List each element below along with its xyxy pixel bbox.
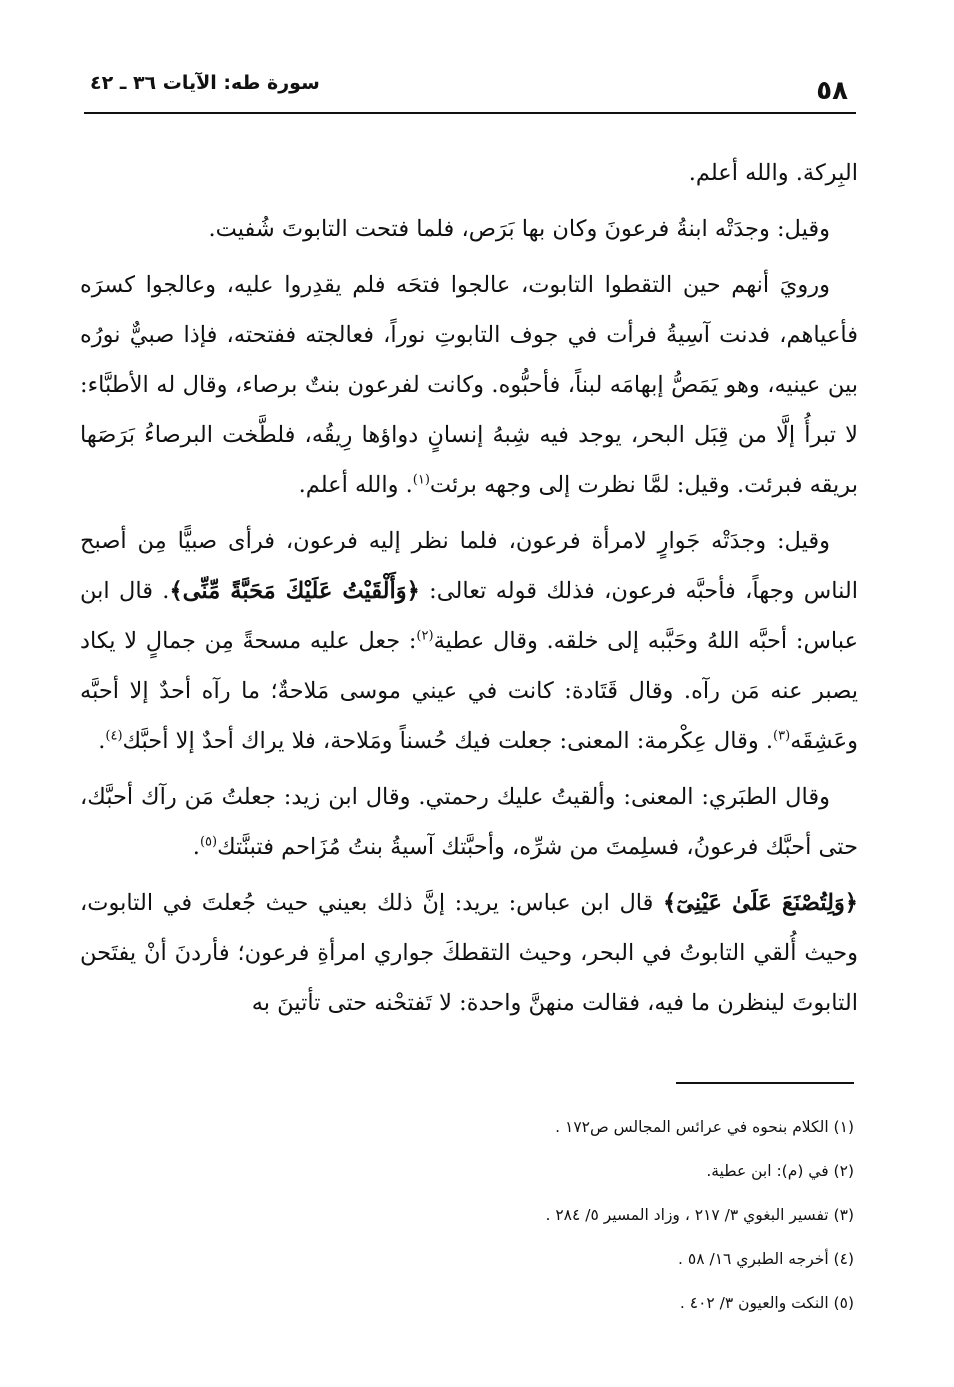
footnote-divider (676, 1082, 854, 1084)
footnote-ref-5[interactable]: (٥) (199, 834, 218, 850)
page-header (84, 64, 856, 110)
paragraph-3-text: ورويَ أنهم حين التقطوا التابوت، عالجوا فتحَه فلم يقدِروا عليه، وعالجوا كسرَه فأعياهم، فدنت آسِيةُ فرأت في جوف التابوتِ نوراً، فعالجته ففتحته، فإذا صبيٌّ نورُه بين عينيه، وهو يَمَصُّ إبهامَه لبناً، فأحبُّوه. وكانت لفرعون بنتٌ برصاء، وقال له الأطبَّاء: لا تبرأُ إلَّا من قِبَل البحر، يوجد فيه شِبهُ إنسانٍ دواؤها رِيقُه، فلطَّخت البرصاءُ بَرَصَها بريقه فبرئت. وقيل: لمَّا نظرت إلى وجهه برئت (80, 272, 858, 498)
footnote-ref-4[interactable]: (٤) (105, 728, 123, 744)
paragraph-5 (80, 772, 858, 872)
paragraph-3 (80, 260, 858, 510)
running-title: سورة طه: الآيات ٣٦ ـ ٤٢ (90, 72, 320, 94)
footnote-3: (٣) تفسير البغوي ٣/ ٢١٧ ، وزاد المسير ٥/ ٢٨٤ . (545, 1206, 854, 1224)
quran-verse-2: ﴿وَلِتُصْنَعَ عَلَىٰ عَيْنِىٓ﴾ (662, 890, 858, 916)
footnote-ref-1[interactable]: (١) (412, 472, 430, 488)
header-divider (84, 112, 856, 114)
paragraph-4-b: . قال ابن عباس: أحبَّه اللهُ وحَبَّبه إلى خلقه. وقال عطية (80, 578, 858, 654)
footnote-ref-3[interactable]: (٣) (773, 728, 791, 744)
paragraph-4 (80, 516, 858, 766)
quran-verse-1: ﴿وَأَلْقَيْتُ عَلَيْكَ مَحَبَّةً مِّنِّى﴾ (169, 578, 420, 604)
page-number: ٥٨ (816, 76, 848, 106)
footnote-4: (٤) أخرجه الطبري ١٦/ ٥٨ . (678, 1250, 854, 1268)
paragraph-5-b: . (192, 834, 200, 860)
footnote-2: (٢) في (م): ابن عطية. (706, 1162, 854, 1180)
paragraph-3-end: . والله أعلم. (298, 472, 413, 498)
paragraph-2: وقيل: وجدَتْه ابنةُ فرعونَ وكان بها بَرَص، فلما فتحت التابوتَ شُفيت. (208, 216, 830, 242)
paragraph-5-a: وقال الطبَري: المعنى: وألقيتُ عليك رحمتي. وقال ابن زيد: جعلتُ مَن رآك أحبَّك، حتى أحبَّك فرعونُ، فسلِمتَ من شرِّه، وأحبَّتك آسيةُ بنتُ مُزَاحم فتبنَّتك (80, 784, 858, 860)
paragraph-6 (80, 878, 858, 1028)
paragraph-4-a: وقيل: وجدَتْه جَوارٍ لامرأة فرعون، فلما نظر إليه فرعون، فرأى صبيًّا مِن أصبح الناس وجهاً، فأحبَّه فرعون، فذلك قوله تعالى: (80, 528, 858, 604)
paragraph-4-d: . وقال عِكْرمة: المعنى: جعلت فيك حُسناً ومَلاحة، فلا يراك أحدٌ إلا أحبَّك (122, 728, 774, 754)
footnote-1: (١) الكلام بنحوه في عرائس المجالس ص١٧٢ . (555, 1118, 854, 1136)
footnotes (214, 1112, 854, 1332)
paragraph-1: البِركة. والله أعلم. (688, 160, 858, 186)
paragraph-4-c: : جعل عليه مسحةً مِن جمالٍ لا يكاد يصبر عنه مَن رآه. وقال قَتَادة: كانت في عيني موسى مَلاحةٌ؛ ما رآه أحدٌ إلا أحبَّه وعَشِقَه (80, 628, 858, 754)
footnote-5: (٥) النكت والعيون ٣/ ٤٠٢ . (679, 1294, 854, 1312)
footnote-ref-2[interactable]: (٢) (416, 628, 434, 644)
main-text (80, 148, 858, 1034)
paragraph-4-e: . (98, 728, 106, 754)
paragraph-6-text: قال ابن عباس: يريد: إنَّ ذلك بعيني حيث جُعلتَ في التابوت، وحيث أُلقي التابوتُ في البحر، وحيث التقطكَ جواري امرأةِ فرعون؛ فأردنَ أنْ يفتَحن التابوتَ لينظرن ما فيه، فقالت منهنَّ واحدة: لا تَفتحْنه حتى تأتينَ به (80, 890, 858, 1016)
